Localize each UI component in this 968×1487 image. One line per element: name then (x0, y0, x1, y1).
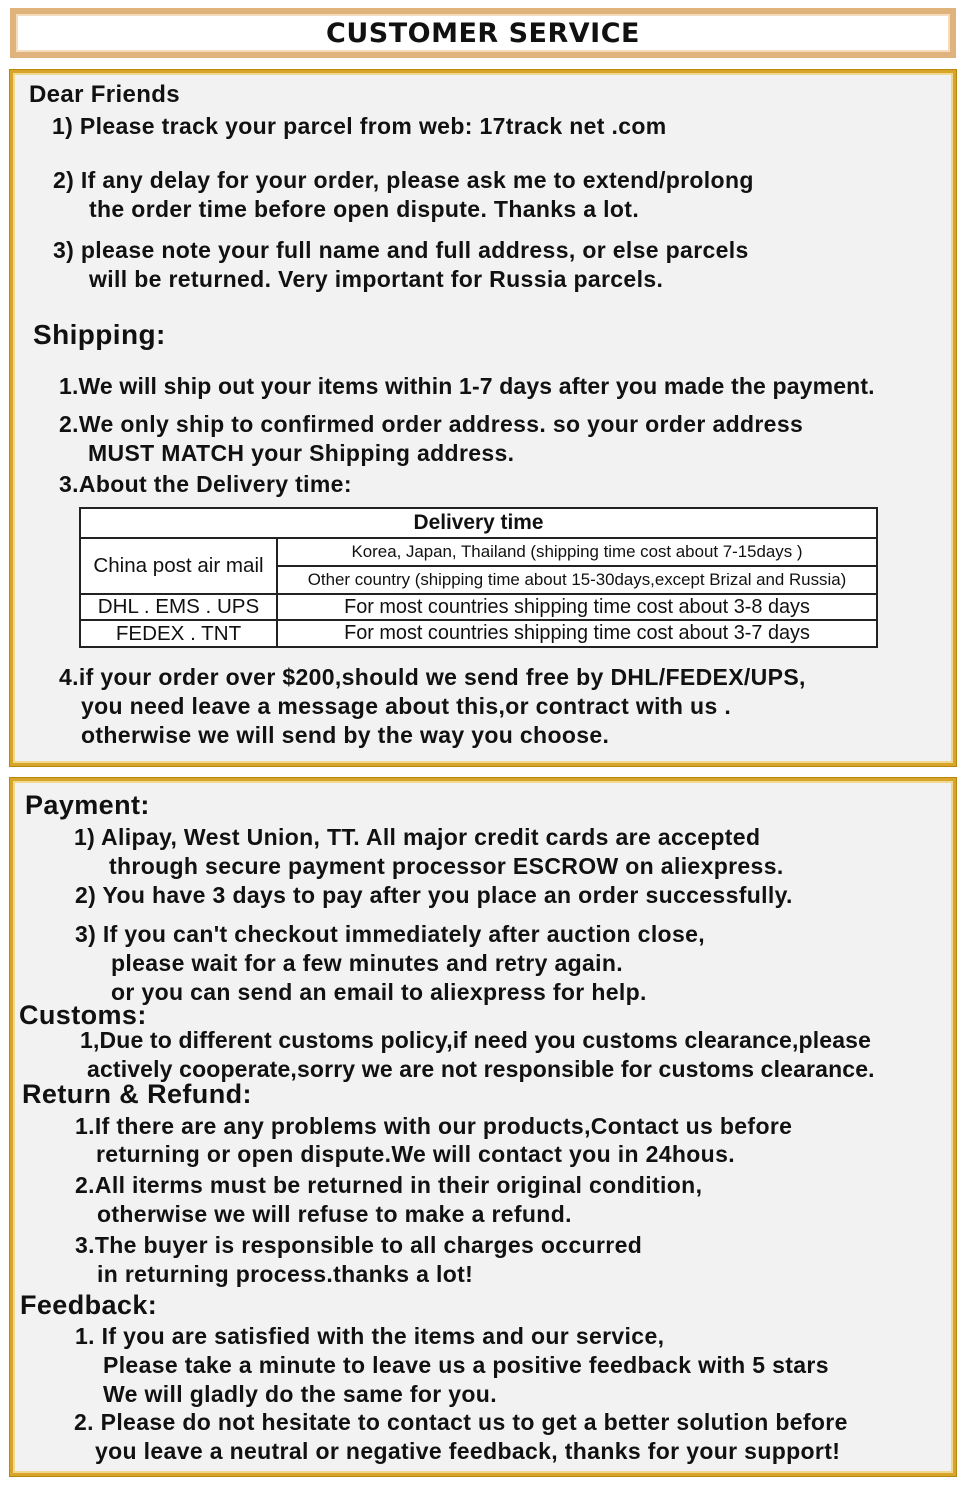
refund-item-3-line-2: in returning process.thanks a lot! (97, 1261, 474, 1287)
refund-item-1-line-1: 1.If there are any problems with our products,Contact us before (75, 1113, 793, 1139)
shipping-item-4-line-1: 4.if your order over $200,should we send free by DHL/FEDEX/UPS, (59, 664, 806, 690)
payment-item-3-line-1: 3) If you can't checkout immediately after auction close, (75, 921, 705, 947)
payment-item-1-line-2: through secure payment processor ESCROW on aliexpress. (109, 853, 784, 879)
carrier-china-post: China post air mail (93, 554, 264, 577)
feedback-item-1-line-1: 1. If you are satisfied with the items and our service, (75, 1323, 665, 1349)
payment-item-3-line-3: or you can send an email to aliexpress for help. (111, 979, 647, 1005)
shipping-item-3: 3.About the Delivery time: (59, 471, 352, 497)
page-title: CUSTOMER SERVICE (326, 17, 640, 49)
delivery-time-table (79, 507, 878, 648)
shipping-item-2-line-1: 2.We only ship to confirmed order address. so your order address (59, 411, 804, 437)
feedback-item-1-line-3: We will gladly do the same for you. (103, 1381, 497, 1407)
shipping-heading: Shipping: (33, 319, 166, 350)
customs-item-1-line-2: actively cooperate,sorry we are not responsible for customs clearance. (87, 1056, 875, 1082)
payment-heading: Payment: (25, 790, 150, 820)
delivery-detail-china-post-other: Other country (shipping time about 15-30days,except Brizal and Russia) (307, 570, 847, 589)
intro-item-3-line-2: will be returned. Very important for Russia parcels. (89, 266, 664, 292)
customs-item-1-line-1: 1,Due to different customs policy,if need you customs clearance,please (80, 1027, 872, 1053)
shipping-item-1: 1.We will ship out your items within 1-7 days after you made the payment. (59, 373, 875, 399)
intro-item-2-line-1: 2) If any delay for your order, please ask me to extend/prolong (53, 167, 754, 193)
delivery-detail-fedex-tnt: For most countries shipping time cost about 3-7 days (344, 622, 810, 644)
shipping-item-4-line-2: you need leave a message about this,or contract with us . (81, 693, 732, 719)
header-banner (10, 8, 956, 58)
refund-item-2-line-1: 2.All iterms must be returned in their original condition, (75, 1172, 703, 1198)
intro-item-2-line-2: the order time before open dispute. Thanks a lot. (89, 196, 640, 222)
refund-item-1-line-2: returning or open dispute.We will contact you in 24hous. (96, 1141, 735, 1167)
greeting: Dear Friends (29, 81, 180, 108)
customs-heading: Customs: (19, 1000, 147, 1030)
carrier-dhl-ems-ups: DHL . EMS . UPS (97, 595, 260, 618)
feedback-item-1-line-2: Please take a minute to leave us a positive feedback with 5 stars (103, 1352, 829, 1378)
carrier-fedex-tnt: FEDEX . TNT (115, 621, 242, 645)
payment-item-3-line-2: please wait for a few minutes and retry again. (111, 950, 624, 976)
payment-item-1-line-1: 1) Alipay, West Union, TT. All major credit cards are accepted (74, 824, 761, 850)
feedback-item-2-line-1: 2. Please do not hesitate to contact us to get a better solution before (74, 1409, 848, 1435)
shipping-item-2-line-2: MUST MATCH your Shipping address. (88, 440, 515, 466)
refund-heading: Return & Refund: (22, 1079, 252, 1109)
payment-item-2: 2) You have 3 days to pay after you place an order successfully. (75, 882, 793, 908)
intro-item-1: 1) Please track your parcel from web: 17track net .com (52, 113, 667, 139)
intro-item-3-line-1: 3) please note your full name and full address, or else parcels (53, 237, 749, 263)
feedback-heading: Feedback: (20, 1290, 158, 1320)
refund-item-3-line-1: 3.The buyer is responsible to all charges occurred (75, 1232, 643, 1258)
delivery-detail-china-post-asia: Korea, Japan, Thailand (shipping time cost about 7-15days ) (351, 542, 803, 561)
refund-item-2-line-2: otherwise we will refuse to make a refund. (97, 1201, 572, 1227)
feedback-item-2-line-2: you leave a neutral or negative feedback, thanks for your support! (95, 1438, 841, 1464)
delivery-table-title: Delivery time (413, 511, 544, 534)
shipping-item-4-line-3: otherwise we will send by the way you choose. (81, 722, 610, 748)
delivery-detail-dhl-ems-ups: For most countries shipping time cost about 3-8 days (344, 595, 810, 618)
